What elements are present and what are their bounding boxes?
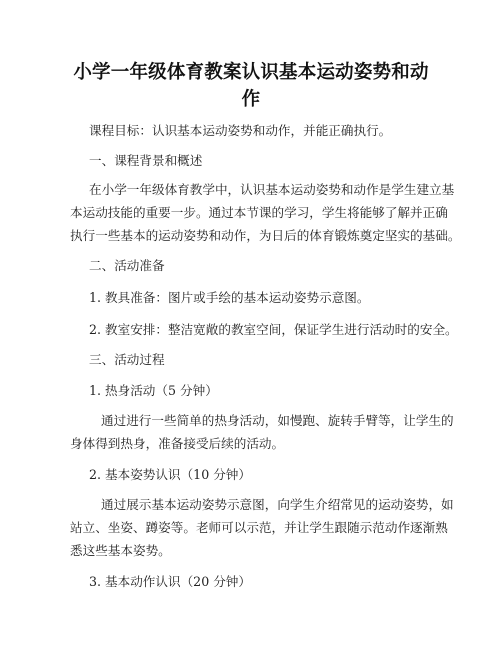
step2-line: 悉这些基本姿势。: [70, 543, 171, 558]
section2-item1: 1. 教具准备：图片或手绘的基本运动姿势示意图。: [89, 290, 370, 305]
step2-line: 站立、坐姿、蹲姿等。老师可以示范，并让学生跟随示范动作逐渐熟: [70, 520, 448, 535]
document-title-line2: 作: [241, 89, 261, 110]
section1-line: 本运动技能的重要一步。通过本节课的学习，学生将能够了解并正确: [70, 205, 448, 220]
section2-heading: 二、活动准备: [89, 258, 165, 273]
step2-line: 通过展示基本运动姿势示意图，向学生介绍常见的运动姿势，如: [101, 497, 454, 512]
section1-heading: 一、课程背景和概述: [89, 153, 203, 168]
section1-line: 执行一些基本的运动姿势和动作，为日后的体育锻炼奠定坚实的基础。: [70, 228, 461, 243]
step2-title: 2. 基本姿势认识（10 分钟）: [89, 467, 251, 482]
step1-line: 身体得到热身，准备接受后续的活动。: [70, 436, 285, 451]
step1-line: 通过进行一些简单的热身活动，如慢跑、旋转手臂等，让学生的: [101, 413, 454, 428]
step3-title: 3. 基本动作认识（20 分钟）: [89, 574, 251, 589]
section1-line: 在小学一年级体育教学中，认识基本运动姿势和动作是学生建立基: [89, 182, 455, 197]
course-goal: 课程目标：认识基本运动姿势和动作，并能正确执行。: [89, 123, 392, 138]
document-title-line1: 小学一年级体育教案认识基本运动姿势和动: [73, 62, 429, 83]
section2-item2: 2. 教室安排：整洁宽敞的教室空间，保证学生进行活动时的安全。: [89, 322, 458, 337]
section3-heading: 三、活动过程: [89, 352, 165, 367]
step1-title: 1. 热身活动（5 分钟）: [89, 383, 218, 398]
